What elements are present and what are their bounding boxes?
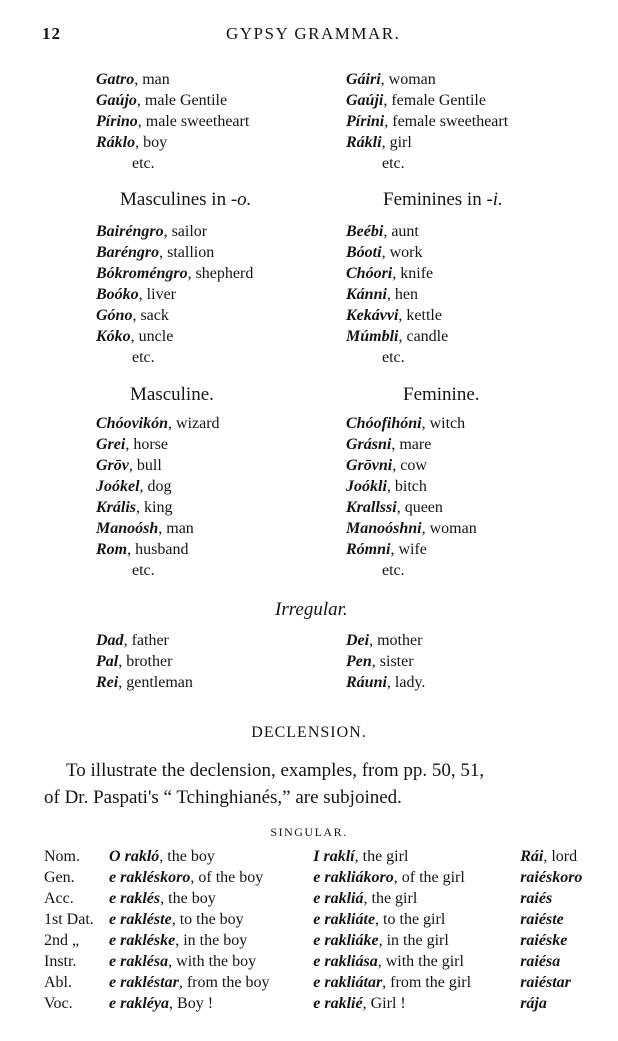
list-item: Gaúji, female Gentile <box>346 92 486 109</box>
table-row: Instr. e raklésa, with the boy e rakliása, with the girl raiésa <box>44 953 561 970</box>
section4-right-list <box>346 630 425 693</box>
list-item: Bairéngro, sailor <box>96 223 208 240</box>
block1-right-list <box>346 69 508 174</box>
list-item: Gáiri, woman <box>346 71 436 88</box>
declension-table <box>44 846 618 1014</box>
list-item: Krallssi, queen <box>346 499 443 516</box>
list-item: Rom, husband <box>96 541 189 558</box>
block1-left-list <box>96 69 249 174</box>
list-item: Boóko, liver <box>96 286 176 303</box>
list-item: Pen, sister <box>346 653 414 670</box>
section3-left-list <box>96 413 220 581</box>
list-item: Manoósh, man <box>96 520 194 537</box>
table-row: Nom. O rakló, the boy I raklí, the girl Rái, lord <box>44 848 578 865</box>
list-item: Chóofihóni, witch <box>346 415 466 432</box>
table-row: 1st Dat. e rakléste, to the boy e rakliáte, to the girl raiéste <box>44 911 564 928</box>
list-item: Kekávvi, kettle <box>346 307 442 324</box>
etc-label: etc. <box>382 155 405 172</box>
section4-left-list <box>96 630 193 693</box>
list-item: Dad, father <box>96 632 169 649</box>
declension-heading: DECLENSION. <box>251 724 367 741</box>
list-item: Dei, mother <box>346 632 423 649</box>
list-item: Chóori, knife <box>346 265 434 282</box>
table-row: Acc. e raklés, the boy e rakliá, the girl raiés <box>44 890 553 907</box>
list-item: Joókel, dog <box>96 478 172 495</box>
etc-label: etc. <box>132 349 155 366</box>
section2-right-list <box>346 221 448 368</box>
list-item: Rei, gentleman <box>96 674 193 691</box>
list-item: Grōv, bull <box>96 457 162 474</box>
running-title: GYPSY GRAMMAR. <box>226 24 401 43</box>
list-item: Pírini, female sweetheart <box>346 113 509 130</box>
list-item: Kánni, hen <box>346 286 419 303</box>
list-item: Chóovikón, wizard <box>96 415 220 432</box>
heading-feminines-in-i: Feminines in -i. <box>383 189 503 210</box>
list-item: Pírino, male sweetheart <box>96 113 250 130</box>
list-item: Baréngro, stallion <box>96 244 215 261</box>
etc-label: etc. <box>382 562 405 579</box>
list-item: Manoóshni, woman <box>346 520 477 537</box>
table-row: 2nd „ e rakléske, in the boy e rakliáke, in the girl raiéske <box>44 932 568 949</box>
list-item: Beébi, aunt <box>346 223 419 240</box>
list-item: Joókli, bitch <box>346 478 427 495</box>
heading-masculines-in-o: Masculines in -o. <box>120 189 252 210</box>
list-item: Pal, brother <box>96 653 173 670</box>
list-item: Rákli, girl <box>346 134 412 151</box>
table-row: Abl. e rakléstar, from the boy e rakliátar, from the girl raiéstar <box>44 974 571 991</box>
list-item: Ráklo, boy <box>96 134 168 151</box>
list-item: Krális, king <box>96 499 173 516</box>
table-row: Gen. e rakléskoro, of the boy e rakliákoro, of the girl raiéskoro <box>44 869 583 886</box>
table-row: Voc. e rakléya, Boy ! e raklié, Girl ! rája <box>44 995 547 1012</box>
list-item: Grei, horse <box>96 436 168 453</box>
list-item: Grásni, mare <box>346 436 432 453</box>
singular-label: SINGULAR. <box>270 825 348 839</box>
section3-right-list <box>346 413 477 581</box>
list-item: Gaújo, male Gentile <box>96 92 228 109</box>
etc-label: etc. <box>132 155 155 172</box>
intro-paragraph: To illustrate the declension, examples, from pp. 50, 51, of Dr. Paspati's “ Tchinghianés,” are subjoined. <box>44 760 485 808</box>
list-item: Góno, sack <box>96 307 169 324</box>
heading-feminine: Feminine. <box>403 384 480 405</box>
heading-masculine: Masculine. <box>130 384 214 405</box>
list-item: Múmbli, candle <box>346 328 449 345</box>
list-item: Bóoti, work <box>346 244 423 261</box>
list-item: Kóko, uncle <box>96 328 174 345</box>
etc-label: etc. <box>382 349 405 366</box>
list-item: Grōvni, cow <box>346 457 427 474</box>
list-item: Ráuni, lady. <box>346 674 426 691</box>
list-item: Rómni, wife <box>346 541 427 558</box>
page-number: 12 <box>42 24 61 43</box>
etc-label: etc. <box>132 562 155 579</box>
section2-left-list <box>96 221 253 368</box>
list-item: Gatro, man <box>96 71 170 88</box>
list-item: Bókroméngro, shepherd <box>96 265 254 282</box>
heading-irregular: Irregular. <box>275 599 348 620</box>
